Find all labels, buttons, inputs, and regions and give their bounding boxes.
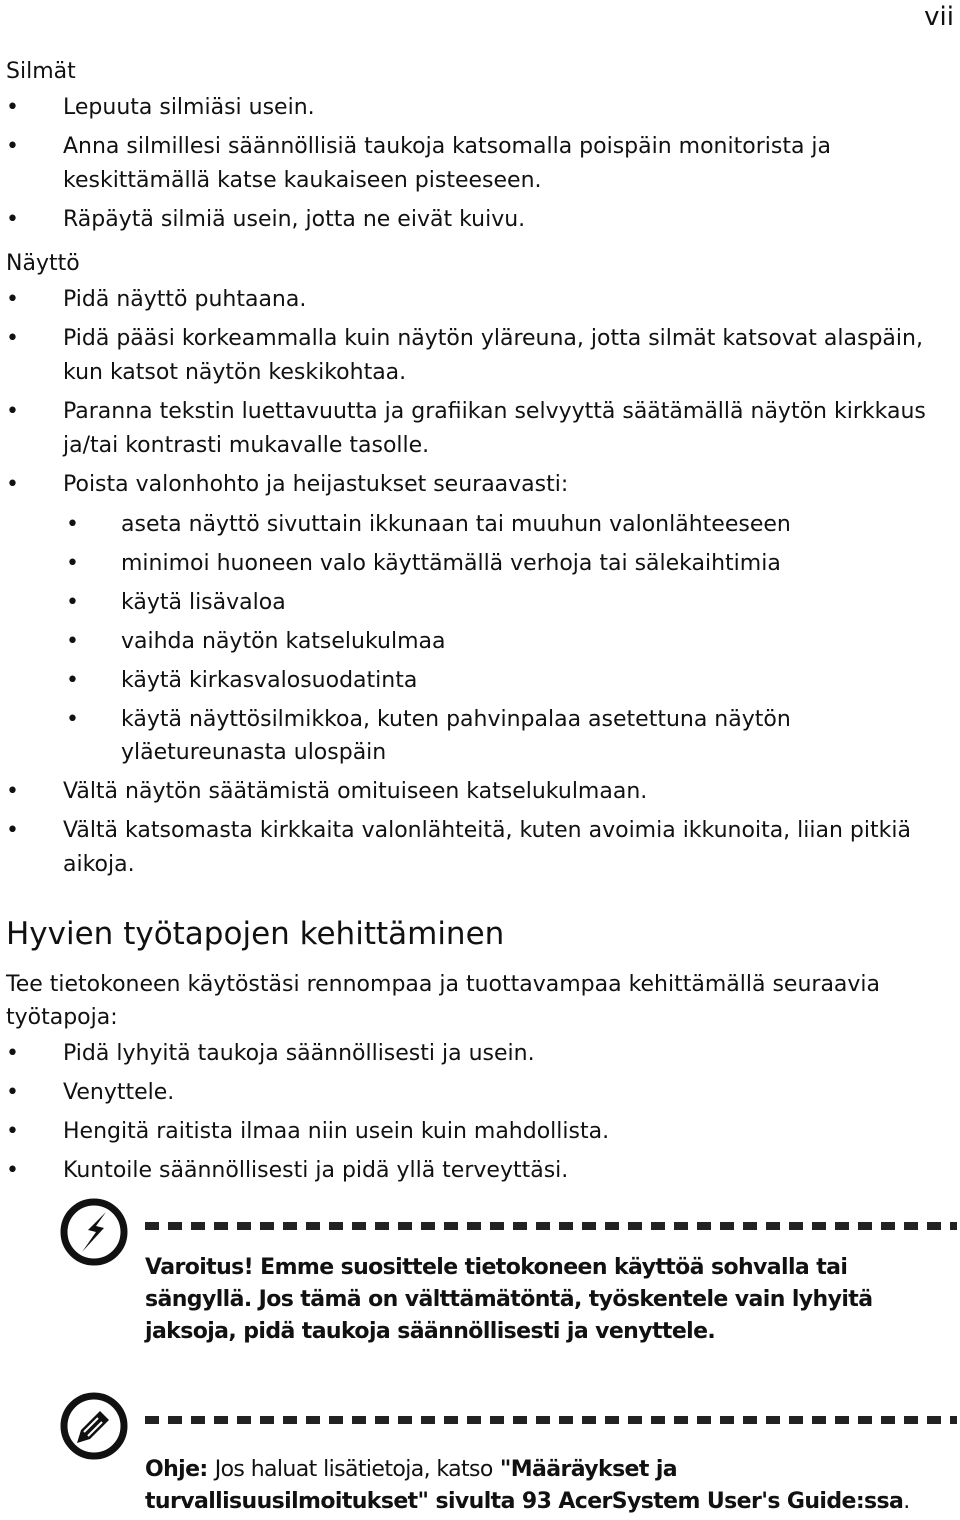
warning-text (145, 1252, 935, 1348)
sublist-item: • minimoi huoneen valo käyttämällä verhoja tai sälekaihtimia (60, 547, 940, 580)
page-number: vii (924, 2, 954, 32)
sublist-item: • aseta näyttö sivuttain ikkunaan tai muuhun valonlähteeseen (60, 508, 940, 541)
section-title: Hyvien työtapojen kehittäminen (6, 916, 505, 952)
glare-intro: Poista valonhohto ja heijastukset seuraavasti: (63, 472, 569, 497)
list-item: • Paranna tekstin luettavuutta ja grafiikan selvyyttä säätämällä näytön kirkkaus ja/tai kontrasti mukavalle tasolle. (0, 395, 940, 463)
lightning-warning-icon (60, 1198, 128, 1266)
warning-body: Emme suosittele tietokoneen käyttöä sohvalla tai sängyllä. Jos tämä on välttämätöntä, työskentele vain lyhyitä jaksoja, pidä taukoja säännöllisesti ja venyttele. (145, 1255, 873, 1344)
eyes-list (0, 91, 940, 242)
note-end: . (903, 1489, 910, 1514)
eyes-heading: Silmät (6, 59, 76, 84)
list-item: • Pidä pääsi korkeammalla kuin näytön yläreuna, jotta silmät katsovat alaspäin, kun katsot näytön keskikohtaa. (0, 322, 940, 390)
work-habits-list (0, 1037, 940, 1193)
list-item: • Venyttele. (0, 1076, 940, 1110)
glare-sublist (60, 508, 940, 769)
sublist-item: • käytä kirkasvalosuodatinta (60, 664, 940, 697)
display-list (0, 283, 940, 887)
pen-note-icon (60, 1392, 128, 1460)
list-item: • Kuntoile säännöllisesti ja pidä yllä terveyttäsi. (0, 1154, 940, 1188)
note-reference-link[interactable]: "Määräykset ja turvallisuusilmoitukset" sivulta 93 AcerSystem User's Guide:ssa (145, 1457, 904, 1514)
sublist-item: • vaihda näytön katselukulmaa (60, 625, 940, 658)
sublist-item: • käytä näyttösilmikkoa, kuten pahvinpalaa asetettuna näytön yläetureunasta ulospäin (60, 703, 940, 769)
list-item: • Vältä katsomasta kirkkaita valonlähteitä, kuten avoimia ikkunoita, liian pitkiä aikoja. (0, 814, 940, 882)
warning-divider (145, 1222, 957, 1230)
section-intro: Tee tietokoneen käytöstäsi rennompaa ja tuottavampaa kehittämällä seuraavia työtapoja: (6, 972, 881, 1030)
list-item: • Pidä näyttö puhtaana. (0, 283, 940, 317)
note-body: Jos haluat lisätietoja, katso (214, 1457, 493, 1482)
list-item-glare (0, 468, 940, 769)
list-item: • Hengitä raitista ilmaa niin usein kuin mahdollista. (0, 1115, 940, 1149)
warning-label: Varoitus! (145, 1255, 254, 1280)
note-divider (145, 1416, 957, 1424)
list-item: • Pidä lyhyitä taukoja säännöllisesti ja usein. (0, 1037, 940, 1071)
sublist-item: • käytä lisävaloa (60, 586, 940, 619)
list-item: • Lepuuta silmiäsi usein. (0, 91, 940, 125)
list-item: • Räpäytä silmiä usein, jotta ne eivät kuivu. (0, 203, 940, 237)
display-heading: Näyttö (6, 251, 80, 276)
note-label: Ohje: (145, 1457, 208, 1482)
list-item: • Anna silmillesi säännöllisiä taukoja katsomalla poispäin monitorista ja keskittämällä katse kaukaiseen pisteeseen. (0, 130, 940, 198)
note-text (145, 1454, 935, 1518)
list-item: • Vältä näytön säätämistä omituiseen katselukulmaan. (0, 775, 940, 809)
